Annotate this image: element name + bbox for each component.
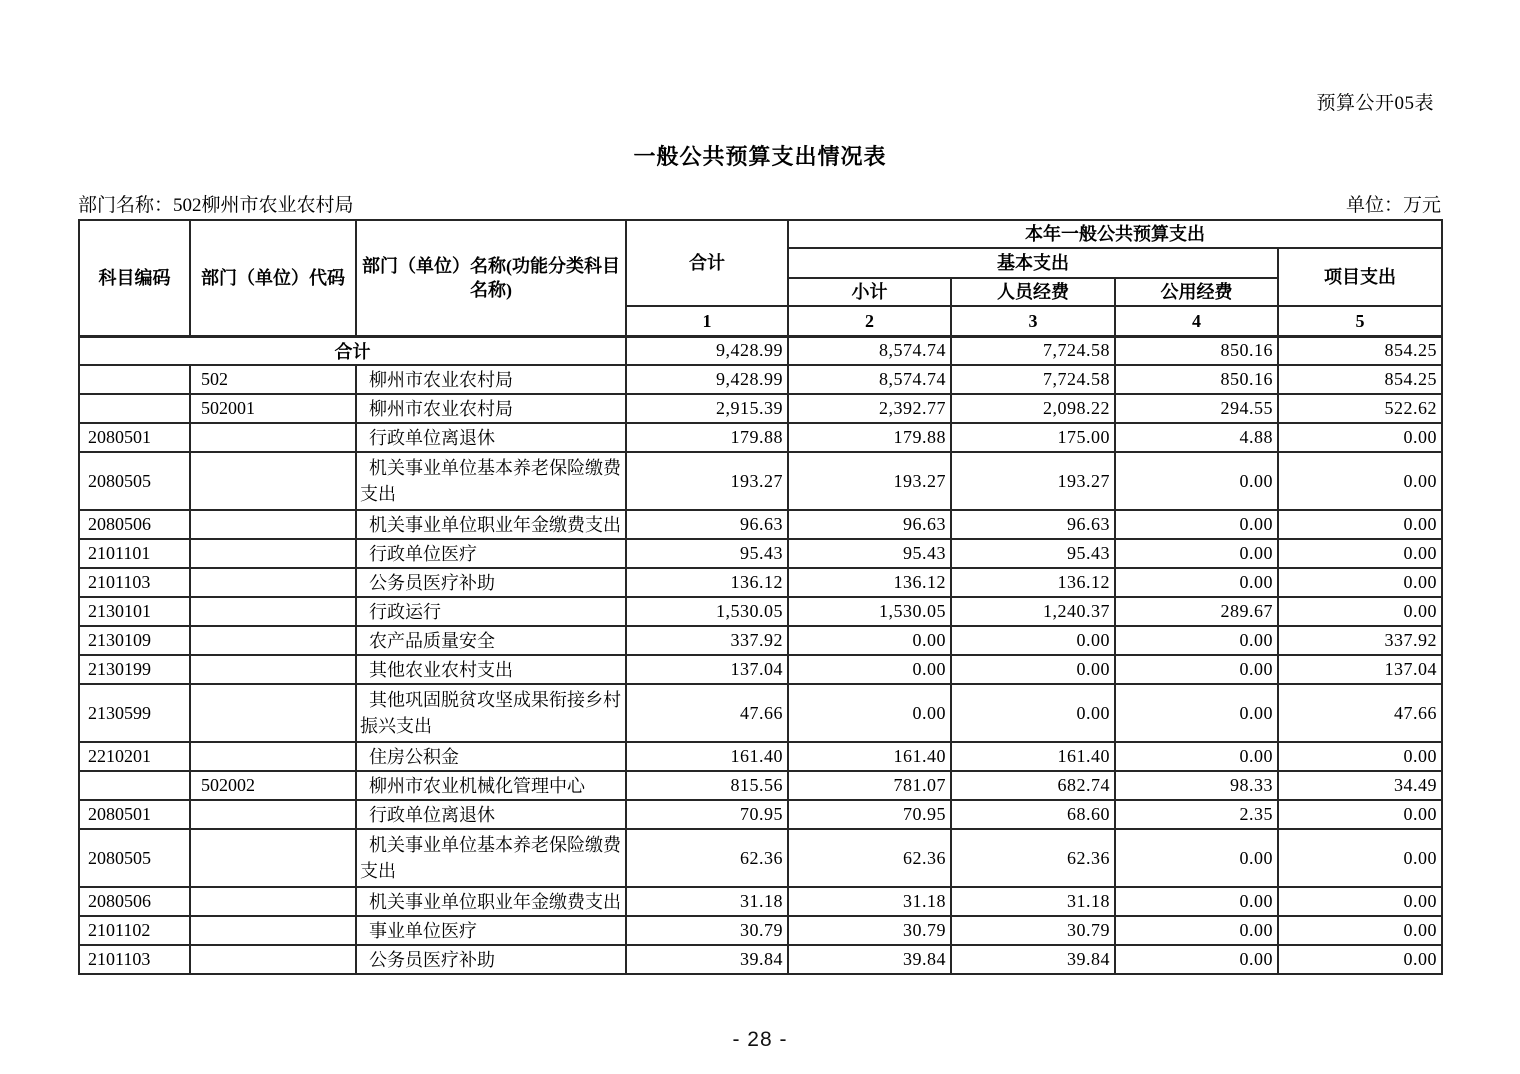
value-cell-col1: 137.04 xyxy=(626,655,788,684)
dept-code-cell xyxy=(190,452,356,510)
table-row xyxy=(79,684,1442,742)
value-cell-col5: 47.66 xyxy=(1278,684,1442,742)
header-row-1 xyxy=(79,220,1442,248)
value-cell-col5: 0.00 xyxy=(1278,742,1442,771)
value-cell-col2: 1,530.05 xyxy=(788,597,951,626)
value-cell-col3: 193.27 xyxy=(951,452,1115,510)
value-cell-col3: 39.84 xyxy=(951,945,1115,974)
value-cell-col1: 9,428.99 xyxy=(626,365,788,394)
header-total: 合计 xyxy=(626,220,788,306)
name-cell: 行政单位医疗 xyxy=(356,539,626,568)
value-cell-col4: 850.16 xyxy=(1115,336,1278,365)
subject-code-cell: 2080501 xyxy=(79,423,190,452)
value-cell-col4: 0.00 xyxy=(1115,829,1278,887)
name-cell: 行政单位离退休 xyxy=(356,800,626,829)
value-cell-col3: 31.18 xyxy=(951,887,1115,916)
unit-label: 单位：万元 xyxy=(1345,195,1441,216)
dept-code-cell xyxy=(190,916,356,945)
value-cell-col3: 96.63 xyxy=(951,510,1115,539)
value-cell-col3: 62.36 xyxy=(951,829,1115,887)
header-public-funds: 公用经费 xyxy=(1115,278,1278,306)
value-cell-col4: 0.00 xyxy=(1115,916,1278,945)
value-cell-col2: 31.18 xyxy=(788,887,951,916)
dept-code-cell xyxy=(190,539,356,568)
dept-code-cell xyxy=(190,626,356,655)
value-cell-col2: 95.43 xyxy=(788,539,951,568)
value-cell-col5: 337.92 xyxy=(1278,626,1442,655)
subject-code-cell: 2101102 xyxy=(79,916,190,945)
header-dept-name: 部门（单位）名称(功能分类科目名称) xyxy=(356,220,626,336)
table-row xyxy=(79,365,1442,394)
value-cell-col2: 0.00 xyxy=(788,626,951,655)
dept-code-cell xyxy=(190,423,356,452)
table-row xyxy=(79,568,1442,597)
value-cell-col2: 179.88 xyxy=(788,423,951,452)
value-cell-col2: 2,392.77 xyxy=(788,394,951,423)
value-cell-col4: 0.00 xyxy=(1115,887,1278,916)
name-cell: 柳州市农业农村局 xyxy=(356,365,626,394)
subject-code-cell: 2130599 xyxy=(79,684,190,742)
value-cell-col4: 0.00 xyxy=(1115,539,1278,568)
form-number-label: 预算公开05表 xyxy=(1316,93,1434,114)
dept-code-cell: 502 xyxy=(190,365,356,394)
table-row xyxy=(79,945,1442,974)
subject-code-cell xyxy=(79,394,190,423)
value-cell-col1: 161.40 xyxy=(626,742,788,771)
subject-code-cell: 2080505 xyxy=(79,452,190,510)
subject-code-cell: 2101101 xyxy=(79,539,190,568)
table-row xyxy=(79,539,1442,568)
name-cell: 住房公积金 xyxy=(356,742,626,771)
value-cell-col1: 39.84 xyxy=(626,945,788,974)
header-current-year-expenditure: 本年一般公共预算支出 xyxy=(788,220,1442,248)
value-cell-col5: 137.04 xyxy=(1278,655,1442,684)
column-number-5: 5 xyxy=(1278,306,1442,336)
subject-code-cell: 2080501 xyxy=(79,800,190,829)
name-cell: 行政单位离退休 xyxy=(356,423,626,452)
table-row xyxy=(79,655,1442,684)
subject-code-cell: 2080505 xyxy=(79,829,190,887)
value-cell-col5: 0.00 xyxy=(1278,597,1442,626)
value-cell-col4: 98.33 xyxy=(1115,771,1278,800)
value-cell-col3: 175.00 xyxy=(951,423,1115,452)
department-name-label: 部门名称：502柳州市农业农村局 xyxy=(78,195,354,216)
value-cell-col3: 1,240.37 xyxy=(951,597,1115,626)
dept-code-cell xyxy=(190,800,356,829)
value-cell-col2: 62.36 xyxy=(788,829,951,887)
value-cell-col3: 0.00 xyxy=(951,626,1115,655)
value-cell-col5: 0.00 xyxy=(1278,510,1442,539)
header-project-expenditure: 项目支出 xyxy=(1278,248,1442,306)
value-cell-col4: 0.00 xyxy=(1115,568,1278,597)
value-cell-col2: 39.84 xyxy=(788,945,951,974)
column-number-2: 2 xyxy=(788,306,951,336)
subject-code-cell: 2210201 xyxy=(79,742,190,771)
dept-code-cell xyxy=(190,829,356,887)
column-number-1: 1 xyxy=(626,306,788,336)
value-cell-col4: 0.00 xyxy=(1115,452,1278,510)
dept-code-cell xyxy=(190,945,356,974)
name-cell: 机关事业单位基本养老保险缴费支出 xyxy=(356,829,626,887)
value-cell-col5: 0.00 xyxy=(1278,539,1442,568)
dept-code-cell: 502001 xyxy=(190,394,356,423)
grand-total-row xyxy=(79,336,1442,365)
name-cell: 农产品质量安全 xyxy=(356,626,626,655)
value-cell-col5: 0.00 xyxy=(1278,887,1442,916)
value-cell-col1: 95.43 xyxy=(626,539,788,568)
value-cell-col2: 781.07 xyxy=(788,771,951,800)
value-cell-col3: 161.40 xyxy=(951,742,1115,771)
value-cell-col2: 30.79 xyxy=(788,916,951,945)
header-subject-code: 科目编码 xyxy=(79,220,190,336)
table-row xyxy=(79,510,1442,539)
subject-code-cell xyxy=(79,771,190,800)
table-row xyxy=(79,771,1442,800)
value-cell-col5: 0.00 xyxy=(1278,916,1442,945)
name-cell: 公务员医疗补助 xyxy=(356,945,626,974)
table-row xyxy=(79,423,1442,452)
name-cell: 其他农业农村支出 xyxy=(356,655,626,684)
value-cell-col1: 136.12 xyxy=(626,568,788,597)
value-cell-col3: 682.74 xyxy=(951,771,1115,800)
value-cell-col1: 31.18 xyxy=(626,887,788,916)
value-cell-col4: 850.16 xyxy=(1115,365,1278,394)
subject-code-cell: 2130109 xyxy=(79,626,190,655)
value-cell-col3: 2,098.22 xyxy=(951,394,1115,423)
value-cell-col5: 0.00 xyxy=(1278,452,1442,510)
value-cell-col3: 68.60 xyxy=(951,800,1115,829)
value-cell-col3: 7,724.58 xyxy=(951,365,1115,394)
value-cell-col3: 0.00 xyxy=(951,684,1115,742)
table-row xyxy=(79,800,1442,829)
dept-code-cell xyxy=(190,568,356,597)
header-subtotal: 小计 xyxy=(788,278,951,306)
header-personnel-funds: 人员经费 xyxy=(951,278,1115,306)
value-cell-col4: 4.88 xyxy=(1115,423,1278,452)
subject-code-cell: 2130101 xyxy=(79,597,190,626)
value-cell-col1: 179.88 xyxy=(626,423,788,452)
value-cell-col1: 193.27 xyxy=(626,452,788,510)
value-cell-col1: 815.56 xyxy=(626,771,788,800)
value-cell-col5: 522.62 xyxy=(1278,394,1442,423)
value-cell-col5: 0.00 xyxy=(1278,829,1442,887)
name-cell: 事业单位医疗 xyxy=(356,916,626,945)
name-cell: 行政运行 xyxy=(356,597,626,626)
table-body xyxy=(79,336,1442,974)
value-cell-col1: 70.95 xyxy=(626,800,788,829)
name-cell: 机关事业单位职业年金缴费支出 xyxy=(356,887,626,916)
value-cell-col5: 0.00 xyxy=(1278,568,1442,597)
value-cell-col1: 337.92 xyxy=(626,626,788,655)
table-row xyxy=(79,916,1442,945)
value-cell-col5: 34.49 xyxy=(1278,771,1442,800)
subject-code-cell xyxy=(79,365,190,394)
header-basic-expenditure: 基本支出 xyxy=(788,248,1278,278)
dept-code-cell xyxy=(190,684,356,742)
subject-code-cell: 2130199 xyxy=(79,655,190,684)
value-cell-col2: 0.00 xyxy=(788,684,951,742)
value-cell-col2: 136.12 xyxy=(788,568,951,597)
value-cell-col4: 0.00 xyxy=(1115,510,1278,539)
value-cell-col3: 30.79 xyxy=(951,916,1115,945)
name-cell: 机关事业单位职业年金缴费支出 xyxy=(356,510,626,539)
table-row xyxy=(79,887,1442,916)
name-cell: 公务员医疗补助 xyxy=(356,568,626,597)
meta-row xyxy=(78,190,1441,217)
subject-code-cell: 2080506 xyxy=(79,510,190,539)
table-row xyxy=(79,829,1442,887)
dept-code-cell: 502002 xyxy=(190,771,356,800)
dept-code-cell xyxy=(190,510,356,539)
value-cell-col1: 1,530.05 xyxy=(626,597,788,626)
column-number-4: 4 xyxy=(1115,306,1278,336)
value-cell-col5: 854.25 xyxy=(1278,365,1442,394)
value-cell-col4: 0.00 xyxy=(1115,742,1278,771)
value-cell-col4: 2.35 xyxy=(1115,800,1278,829)
name-cell: 机关事业单位基本养老保险缴费支出 xyxy=(356,452,626,510)
dept-code-cell xyxy=(190,742,356,771)
value-cell-col4: 0.00 xyxy=(1115,626,1278,655)
dept-code-cell xyxy=(190,655,356,684)
dept-code-cell xyxy=(190,597,356,626)
table-row xyxy=(79,452,1442,510)
value-cell-col1: 62.36 xyxy=(626,829,788,887)
page-number: - 28 - xyxy=(732,1028,788,1051)
value-cell-col2: 8,574.74 xyxy=(788,336,951,365)
page-title: 一般公共预算支出情况表 xyxy=(633,144,887,169)
header-dept-code: 部门（单位）代码 xyxy=(190,220,356,336)
value-cell-col4: 0.00 xyxy=(1115,655,1278,684)
value-cell-col1: 2,915.39 xyxy=(626,394,788,423)
value-cell-col1: 9,428.99 xyxy=(626,336,788,365)
value-cell-col4: 0.00 xyxy=(1115,945,1278,974)
value-cell-col5: 0.00 xyxy=(1278,800,1442,829)
value-cell-col5: 854.25 xyxy=(1278,336,1442,365)
value-cell-col3: 95.43 xyxy=(951,539,1115,568)
value-cell-col1: 96.63 xyxy=(626,510,788,539)
value-cell-col1: 30.79 xyxy=(626,916,788,945)
table-row xyxy=(79,394,1442,423)
value-cell-col2: 161.40 xyxy=(788,742,951,771)
name-cell: 柳州市农业机械化管理中心 xyxy=(356,771,626,800)
value-cell-col2: 193.27 xyxy=(788,452,951,510)
value-cell-col3: 0.00 xyxy=(951,655,1115,684)
budget-table xyxy=(78,219,1443,975)
table-row xyxy=(79,626,1442,655)
value-cell-col5: 0.00 xyxy=(1278,945,1442,974)
dept-code-cell xyxy=(190,887,356,916)
value-cell-col3: 136.12 xyxy=(951,568,1115,597)
value-cell-col4: 0.00 xyxy=(1115,684,1278,742)
subject-code-cell: 2101103 xyxy=(79,568,190,597)
value-cell-col4: 294.55 xyxy=(1115,394,1278,423)
name-cell: 其他巩固脱贫攻坚成果衔接乡村振兴支出 xyxy=(356,684,626,742)
table-row xyxy=(79,742,1442,771)
value-cell-col1: 47.66 xyxy=(626,684,788,742)
column-number-3: 3 xyxy=(951,306,1115,336)
table-row xyxy=(79,597,1442,626)
subject-code-cell: 2080506 xyxy=(79,887,190,916)
value-cell-col2: 8,574.74 xyxy=(788,365,951,394)
value-cell-col2: 0.00 xyxy=(788,655,951,684)
value-cell-col4: 289.67 xyxy=(1115,597,1278,626)
table-header xyxy=(79,220,1442,336)
value-cell-col5: 0.00 xyxy=(1278,423,1442,452)
total-row-label: 合计 xyxy=(79,336,626,365)
subject-code-cell: 2101103 xyxy=(79,945,190,974)
value-cell-col3: 7,724.58 xyxy=(951,336,1115,365)
value-cell-col2: 70.95 xyxy=(788,800,951,829)
name-cell: 柳州市农业农村局 xyxy=(356,394,626,423)
value-cell-col2: 96.63 xyxy=(788,510,951,539)
